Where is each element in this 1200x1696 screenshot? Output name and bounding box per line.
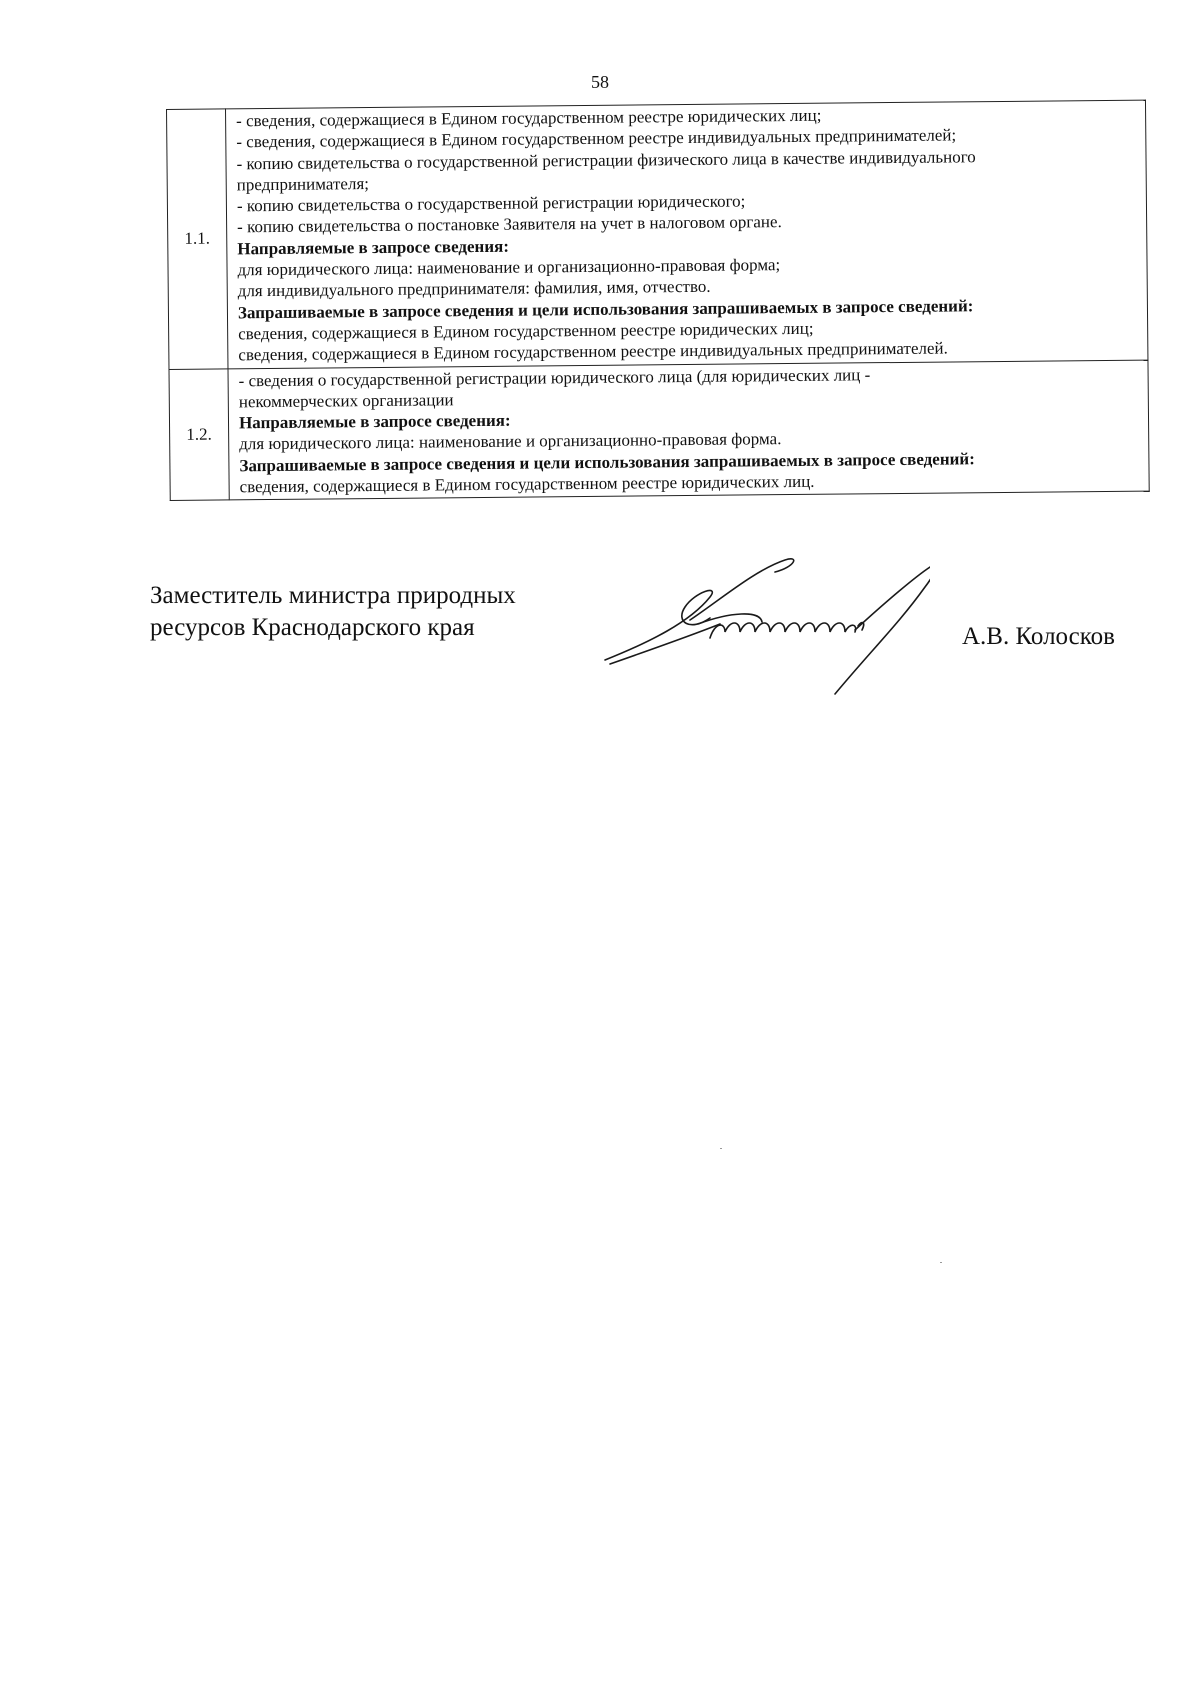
signer-title-line-2: ресурсов Краснодарского края [150,614,475,641]
content-line: сведения, содержащиеся в Едином государственном реестре юридических лиц. [239,471,815,497]
scan-speck [940,1262,942,1263]
section-heading: Направляемые в запросе сведения: [237,236,510,259]
content-line: - сведения о государственной регистрации юридического лица (для юридических лиц - [238,364,871,390]
section-heading: Запрашиваемые в запросе сведения и цели использования запрашиваемых в запросе сведений: [239,449,975,476]
content-line: - сведения, содержащиеся в Едином государственном реестре юридических лиц; [236,105,822,131]
page-number: 58 [591,72,609,92]
content-line: сведения, содержащиеся в Едином государственном реестре индивидуальных предпринимателей. [238,338,948,365]
row-content [226,100,1148,368]
content-line: - копию свидетельства о государственной регистрации физического лица в качестве индивидуального [236,146,976,173]
content-line: для индивидуального предпринимателя: фамилия, имя, отчество. [237,277,711,301]
signature-block [150,580,516,644]
content-line: сведения, содержащиеся в Едином государственном реестре юридических лиц; [238,318,814,344]
signer-title-line-1: Заместитель министра природных [150,582,516,609]
content-line: - копию свидетельства о постановке Заявителя на учет в налоговом органе. [237,212,782,237]
requests-table [166,100,1150,502]
content-line: - сведения, содержащиеся в Едином государственном реестре индивидуальных предпринимателей; [236,125,957,152]
row-content [228,360,1149,501]
handwritten-signature [590,552,930,702]
scan-speck [720,1148,722,1149]
section-heading: Запрашиваемые в запросе сведения и цели использования запрашиваемых в запросе сведений: [237,295,974,322]
content-line: для юридического лица: наименование и организационно-правовая форма. [239,429,782,454]
signer-name: А.В. Колосков [962,623,1115,650]
section-heading: Направляемые в запросе сведения: [238,410,511,433]
content-line: некоммерческих организации [238,390,454,412]
content-line: - копию свидетельства о государственной регистрации юридического; [236,191,746,216]
row-number: 1.1. [167,109,228,369]
table-row [167,100,1148,369]
content-line: для юридического лица: наименование и организационно-правовая форма; [237,255,781,280]
table-row [169,360,1149,501]
content-line: предпринимателя; [236,173,370,195]
row-number: 1.2. [169,368,229,500]
